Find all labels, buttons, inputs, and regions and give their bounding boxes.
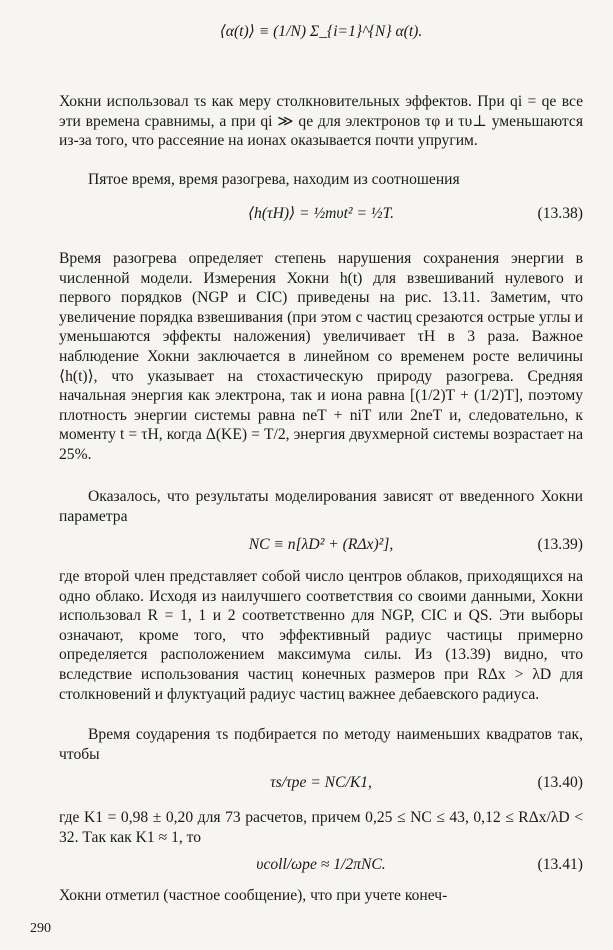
paragraph-heating-time [59, 170, 583, 190]
paragraph-text: где второй член представляет собой число центров облаков, приходящихся на одно облако. Исходя из наилучшего соответствия со своими данными, Хокни использовал R = 1, 1 и 2 соответственно для NGP, CIC и QS. Эти выборы означают, кроме того, что эффективный радиус частицы примерно определяется расположением максимума силы. Из (13.39) видно, что вследствие использования частиц конечных размеров при RΔx > λD для столкновений и флуктуаций радиус частиц важнее дебаевского радиуса. [59, 568, 583, 703]
equation-number: (13.39) [537, 536, 583, 553]
equation-13-38 [59, 204, 583, 234]
equation-number: (13.40) [537, 774, 583, 791]
paragraph-text: Пятое время, время разогрева, находим из соотношения [88, 171, 460, 188]
paragraph-text: Хокни отметил (частное сообщение), что при учете конеч- [59, 887, 448, 904]
equation-mean-alpha-formula: ⟨α(t)⟩ ≡ (1/N) Σ_{i=1}^{N} α(t). [219, 23, 423, 40]
equation-formula: NC ≡ n[λD² + (RΔx)²], [248, 536, 394, 553]
equation-formula: τs/τpe = NC/K1, [270, 774, 372, 791]
paragraph-k1-fit [59, 808, 583, 847]
paragraph-text: Время разогрева определяет степень нарушения сохранения энергии в численной модели. Измерения Хокни h(t) для взвешиваний нулевого и первого порядков (NGP и CIC) приведены на рис. 13.11. Заметим, что увеличение порядка взвешивания (при этом с частиц срезаются острые углы и уменьшаются эффекты наложения) увеличивает τH в 3 раза. Важное наблюдение Хокни заключается в линейном со временем росте величины ⟨h(t)⟩, что указывает на стохастическую природу разогрева. Средняя начальная энергия как электрона, так и иона равна [(1/2)T + (1/2)T], поэтому плотность энергии системы равна neT + niT или 2neT и, следовательно, к моменту t = τH, когда Δ(KE) = T/2, энергия двухмерной системы возрастает на 25%. [59, 250, 583, 463]
equation-13-41 [59, 855, 583, 885]
paragraph-text: Время соударения τs подбирается по методу наименьших квадратов так, чтобы [59, 726, 583, 763]
equation-13-39 [59, 535, 583, 565]
equation-formula: ⟨h(τH)⟩ = ½mυt² = ½T. [247, 205, 395, 222]
paragraph-hockney-note [59, 886, 583, 906]
equation-mean-alpha [59, 22, 583, 52]
paragraph-cloud-centers [59, 567, 583, 704]
paragraph-simulation-parameter [59, 487, 583, 526]
paragraph-text: где K1 = 0,98 ± 0,20 для 73 расчетов, причем 0,25 ≤ NC ≤ 43, 0,12 ≤ RΔx/λD < 32. Так как K1 ≈ 1, то [59, 809, 583, 846]
equation-number: (13.41) [537, 856, 583, 873]
page-number: 290 [30, 921, 51, 936]
equation-13-40 [59, 773, 583, 803]
paragraph-text: Хокни использовал τs как меру столкновительных эффектов. При qi = qe все эти времена сравнимы, а при qi ≫ qe для электронов τφ и τυ⊥ уменьшаются из-за того, что рассеяние на ионах оказывается почти упругим. [59, 93, 583, 150]
equation-number: (13.38) [537, 205, 583, 222]
equation-formula: υcoll/ωpe ≈ 1/2πNC. [256, 856, 386, 873]
paragraph-collision-time [59, 725, 583, 764]
paragraph-hockney-collision [59, 92, 583, 151]
paragraph-text: Оказалось, что результаты моделирования зависят от введенного Хокни параметра [59, 488, 583, 525]
paragraph-heating-measure [59, 249, 583, 465]
